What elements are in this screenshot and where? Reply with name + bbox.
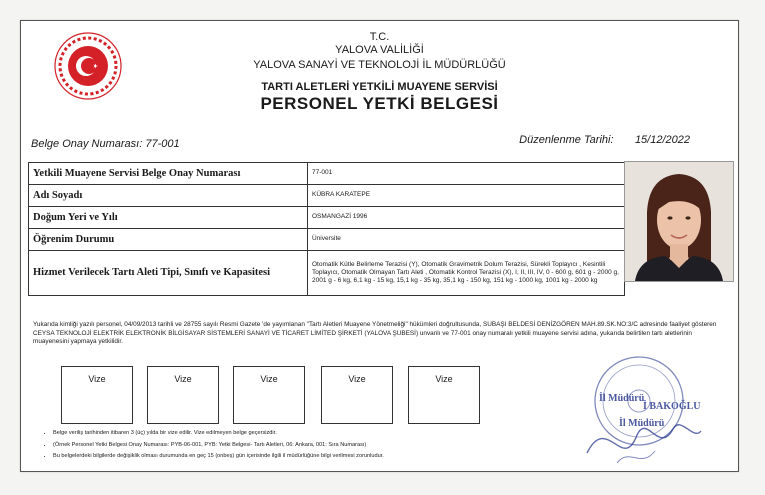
issue-date	[519, 134, 690, 146]
row-label: Öğrenim Durumu	[29, 229, 308, 251]
document-title: PERSONEL YETKİ BELGESİ	[260, 94, 499, 113]
row-value: OSMANGAZİ 1996	[308, 207, 625, 229]
vize-box	[408, 366, 480, 424]
row-value: Otomatik Kütle Belirleme Terazisi (Y), Otomatik Gravimetrik Dolum Terazisi, Sürekli Toplayıcı , Kesintili Toplayıcı, Otomatik Olmayan Tartı Aleti , Otomatik Kontrol Terazisi (X), I, II, III, IV, 0 - 600 g, 601 g - 2000 g, 2001 g - 6 kg, 6,1 kg - 15 kg, 15,1 kg - 35 kg, 35,1 kg - 150 kg, 151 kg - 1000 kg, 1001 kg - 2000 kg	[308, 251, 625, 296]
row-label: Adı Soyadı	[29, 185, 308, 207]
list-item: • (Örnek Personel Yetki Belgesi Onay Numarası: PYB-06-001, PYB: Yetki Belgesi- Tartı Aletleri, 06: Ankara, 001: Sıra Numarası)	[53, 441, 523, 450]
stamp-title-2: İl Müdürü	[619, 418, 665, 429]
table-row	[29, 251, 625, 296]
table-row	[29, 163, 625, 185]
stamp-title: İl Müdürü	[599, 393, 645, 404]
table-row	[29, 185, 625, 207]
info-table	[28, 162, 625, 296]
portrait-image	[625, 162, 733, 281]
header-valilik: YALOVA VALİLİĞİ	[335, 44, 424, 56]
row-value: Üniversite	[308, 229, 625, 251]
vize-label: Vize	[174, 374, 192, 384]
header-servis: TARTI ALETLERİ YETKİLİ MUAYENE SERVİSİ	[261, 81, 498, 93]
list-item: • Belge veriliş tarihinden itibaren 3 (üç) yılda bir vize edilir. Vize edilmeyen belge geçersizdir.	[53, 429, 523, 438]
authorization-paragraph: Yukarıda kimliği yazılı personel, 04/09/2013 tarihli ve 28755 sayılı Resmi Gazete 'de yayımlanan "Tartı Aletleri Muayene Yönetmeliği" hükümleri doğrultusunda, SUBAŞI BELDESİ DENİZGÖREN MAH.89.SK.NO:3/C adresinde faaliyet gösteren CEYSA TEKNOLOJİ ELEKTRİK ELEKTRONİK BİLGİSAYAR SİSTEMLERİ SANAYİ VE TİCARET LİMİTED ŞİRKETİ (YALOVA ŞUBESİ) unvanlı ve 77-001 onay numaralı yetkili muayene servisi adına, yukarıda belirtilen tartı aletlerinin muayenesini yapmaya yetkilidir.	[33, 321, 717, 346]
vize-box	[321, 366, 393, 424]
onay-number	[31, 138, 180, 150]
personnel-photo	[624, 161, 734, 282]
vize-label: Vize	[435, 374, 453, 384]
row-label: Doğum Yeri ve Yılı	[29, 207, 308, 229]
row-value: KÜBRA KARATEPE	[308, 185, 625, 207]
notes-list	[43, 429, 523, 464]
stamp-name: İ BAKOĞLU	[643, 401, 701, 412]
onay-label: Belge Onay Numarası:	[31, 138, 143, 150]
tarih-label: Düzenlenme Tarihi:	[519, 134, 614, 146]
onay-value: 77-001	[145, 138, 180, 150]
row-label: Yetkili Muayene Servisi Belge Onay Numarası	[29, 163, 308, 185]
header-mudurluk: YALOVA SANAYİ VE TEKNOLOJİ İL MÜDÜRLÜĞÜ	[253, 59, 506, 71]
row-value: 77-001	[308, 163, 625, 185]
vize-box	[61, 366, 133, 424]
vize-box	[147, 366, 219, 424]
vize-label: Vize	[348, 374, 366, 384]
certificate-sheet	[20, 20, 739, 472]
list-item: • Bu belgelerdeki bilgilerde değişiklik olması durumunda en geç 15 (onbeş) gün içerisinde ilgili il müdürlüğüne bilgi verilmesi zorunludur.	[53, 452, 523, 461]
vize-box	[233, 366, 305, 424]
row-label: Hizmet Verilecek Tartı Aleti Tipi, Sınıfı ve Kapasitesi	[29, 251, 308, 296]
tarih-value: 15/12/2022	[634, 134, 690, 146]
header-tc: T.C.	[369, 31, 390, 43]
vize-label: Vize	[88, 374, 106, 384]
table-row	[29, 229, 625, 251]
table-row	[29, 207, 625, 229]
vize-label: Vize	[260, 374, 278, 384]
